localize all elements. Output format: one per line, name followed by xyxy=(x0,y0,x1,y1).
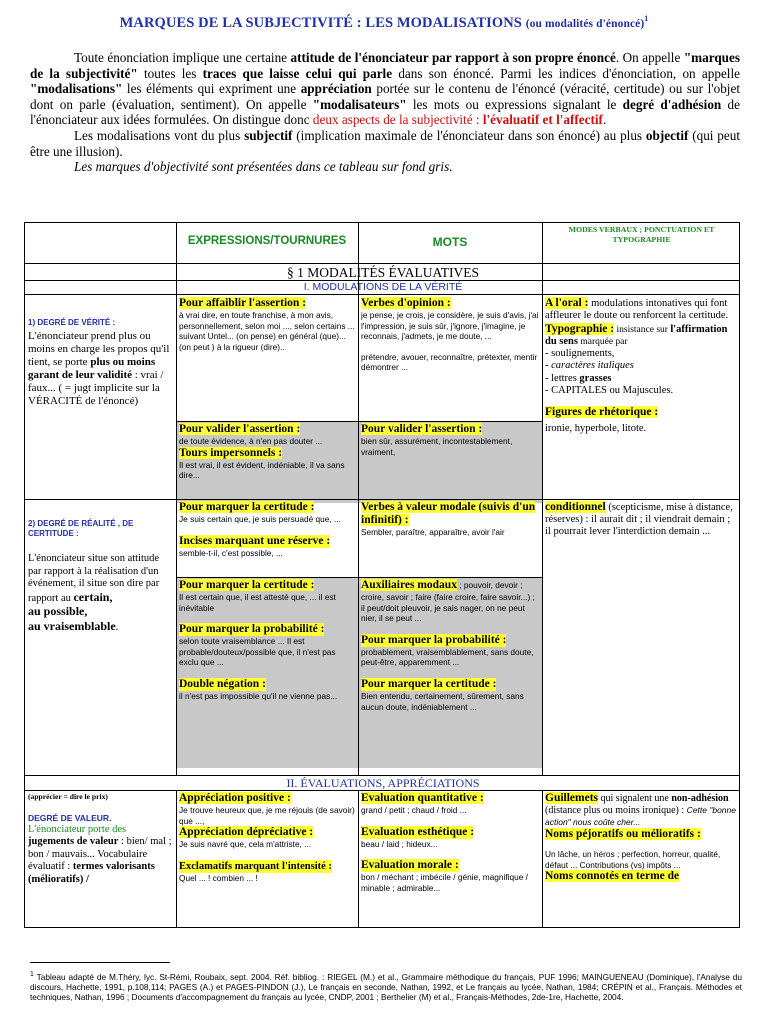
row2-col1 xyxy=(25,503,176,768)
vline-3b xyxy=(542,790,543,928)
row3-col2 xyxy=(176,790,358,928)
intro-run: traces que laisse celui qui parle xyxy=(202,65,393,81)
degre-verite-a: L'énonciateur prend plus ou moins en charge les propos qu'il tient, se porte xyxy=(28,329,170,368)
figures-heading: Figures de rhétorique : xyxy=(545,406,659,419)
degre-realite-title: 2) DEGRÉ DE RÉALITÉ , DE CERTITUDE : xyxy=(28,519,134,538)
eval-quantitative-text: grand / petit ; chaud / froid ... xyxy=(361,805,467,815)
valeur-text-d: termes valorisants (mélioratifs) / xyxy=(28,861,155,885)
hline-row2-split xyxy=(176,577,542,578)
intro-paragraph-2 xyxy=(30,128,740,159)
oral-block xyxy=(545,297,738,323)
degre-valeur-body xyxy=(28,824,173,887)
pour-affaiblir-text: à vrai dire, en toute franchise, à mon avis, personnellement, selon moi ..., selon certains ... suivant Untel... (on pense) en général (que)... (on peut ) à la rigueur (dire).. xyxy=(179,310,355,352)
intro-run: Toute énonciation implique une certaine xyxy=(74,50,291,65)
hline-header xyxy=(25,263,740,264)
hline-row1-split xyxy=(176,421,542,422)
intro-run: subjectif xyxy=(244,127,293,143)
probabilite-text: selon toute vraisemblance ... Il est probable/douteux/possible que, il n'est pas exclu que ... xyxy=(179,636,336,668)
row1-col2-bottom xyxy=(176,421,358,503)
guillemets-c: (distance plus ou moins ironique) : xyxy=(545,805,687,816)
intro-run: deux aspects de la subjectivité : xyxy=(312,112,483,128)
eval-morale-heading: Evaluation morale : xyxy=(361,859,459,872)
valider-mots-heading: Pour valider l'assertion : xyxy=(361,423,483,435)
section-modalites-evaluatives: § 1 MODALITÉS ÉVALUATIVES xyxy=(286,265,480,280)
row2-col4 xyxy=(542,499,740,769)
hline-row2-end xyxy=(25,775,740,776)
intro-run: (qui peut être une illusion). xyxy=(30,127,741,159)
row3-col3 xyxy=(358,790,542,928)
guillemets-a: qui signalent une xyxy=(598,793,672,804)
row2-col3-bottom xyxy=(358,577,542,768)
degre-certain: certain, xyxy=(73,589,113,604)
guillemets-block xyxy=(545,792,738,828)
verbes-opinion-text: je pense, je crois, je considère, je suis d'avis, j'ai l'impression, je suis sûr, j'ignore, j'imagine, je reconnais, j'admets, je me doute, ... xyxy=(361,310,539,342)
vline-1b xyxy=(176,790,177,928)
row2-col2-top xyxy=(176,499,358,577)
modalisations-table xyxy=(24,222,740,928)
row1-col4 xyxy=(542,295,740,503)
degre-valeur-title: DEGRÉ DE VALEUR. xyxy=(28,813,112,823)
figures-text: ironie, hyperbole, litote. xyxy=(545,422,647,434)
incises-heading: Incises marquant une réserve : xyxy=(179,534,331,547)
oral-text: modulations intonatives qui font affleurer le doute ou renforcent la certitude. xyxy=(545,298,729,322)
footnote-number: 1 xyxy=(30,971,34,978)
tours-impersonnels-text: Il est vrai, il est évident, indéniable, il va sans dire... xyxy=(179,459,345,481)
vline-2b xyxy=(358,790,359,928)
intro-run: . On appelle xyxy=(615,50,684,65)
guillemets-heading: Guillemets xyxy=(545,792,599,804)
intro-run: appréciation xyxy=(300,81,372,97)
typo-list-3b: grasses xyxy=(579,372,612,384)
intro-run: portée sur le contenu de l'énoncé (véracité, certitude) ou sur l'objet dont on parle (évaluation, sentiment). On appelle xyxy=(30,81,740,112)
eval-esthetique-text: beau / laid ; hideux... xyxy=(361,838,438,849)
page-title xyxy=(0,14,768,32)
intro-paragraph-1 xyxy=(30,50,740,128)
degre-vraisemblable: au vraisemblable xyxy=(28,618,116,633)
intro-run: attitude de l'énonciateur par rapport à son propre énoncé xyxy=(290,50,616,65)
degre-possible: au possible, xyxy=(28,604,88,619)
intro-run: Les modalisations vont du plus xyxy=(74,127,245,143)
typo-list-2: - caractères italiques xyxy=(545,360,634,372)
typo-list-4: - CAPITALES ou Majuscules. xyxy=(545,385,674,397)
intro-run: objectif xyxy=(645,127,689,143)
valeur-text-b: jugements de valeur xyxy=(28,836,119,848)
guillemets-b: non-adhésion xyxy=(671,793,729,804)
title-paren: (ou modalités d'énoncé) xyxy=(525,17,645,30)
appreciation-positive-heading: Appréciation positive : xyxy=(179,792,291,804)
subsection-verite: I. MODULATIONS DE LA VÉRITÉ xyxy=(303,281,463,293)
guillemets-example: Cette "bonne action" nous coûte cher... xyxy=(545,805,736,827)
intro-run: (implication maximale de l'énonciateur dans son énoncé) au plus xyxy=(292,127,646,143)
intro-run: toutes les xyxy=(137,65,203,81)
auxiliaires-block xyxy=(361,579,539,624)
probabilite-mots-heading: Pour marquer la probabilité : xyxy=(361,633,507,646)
conditionnel-heading: conditionnel xyxy=(545,501,606,513)
title-footnote-ref: 1 xyxy=(644,14,649,23)
eval-quantitative-heading: Evaluation quantitative : xyxy=(361,792,484,804)
appreciation-positive-text: Je trouve heureux que, je me réjouis (de savoir) que ..., xyxy=(179,805,355,826)
double-negation-text: il n'est pas impossible qu'il ne vienne pas... xyxy=(179,690,338,701)
intro-run: "modalisations" xyxy=(30,81,123,97)
typo-list-3 xyxy=(545,373,738,385)
intro-italic-note: Les marques d'objectivité sont présentées dans ce tableau sur fond gris. xyxy=(74,159,453,175)
intro-run: degré d'adhésion xyxy=(622,96,722,112)
appreciation-depreciative-text: Je suis navré que, cela m'attriste, ... xyxy=(179,839,312,850)
typo-text-c: marquée par xyxy=(577,336,628,347)
subsection-evaluations: II. ÉVALUATIONS, APPRÉCIATIONS xyxy=(286,776,480,790)
row1-col3-top xyxy=(358,295,542,421)
degre-verite-b: plus ou moins garant de leur validité xyxy=(28,355,156,381)
typo-text-a: insistance sur xyxy=(614,324,671,335)
eval-morale-text: bon / méchant ; imbécile / génie, magnifique / minable ; admirable... xyxy=(361,872,528,893)
certitude-heading: Pour marquer la certitude : xyxy=(179,501,315,513)
verbes-modale-heading: Verbes à valeur modale (suivis d'un infinitif) : xyxy=(361,501,536,526)
typo-list-3a: - lettres xyxy=(545,372,580,384)
eval-esthetique-heading: Evaluation esthétique : xyxy=(361,825,475,838)
intro-run: l'évaluatif et l'affectif xyxy=(482,112,603,128)
apprecier-note: (apprécier = dire le prix) xyxy=(28,792,108,801)
intro-run: "marques de la subjectivité" xyxy=(30,50,740,81)
hline-sub2 xyxy=(25,790,740,791)
row1-col3-bottom xyxy=(358,421,542,503)
degre-verite-title: 1) DEGRÉ DE VÉRITÉ : xyxy=(28,318,116,327)
certitude2-text: Il est certain que, il est attesté que, ... il est inévitable xyxy=(179,592,336,613)
certitude2-heading: Pour marquer la certitude : xyxy=(179,579,315,591)
typographie-heading: Typographie : xyxy=(545,322,615,335)
tours-impersonnels-heading: Tours impersonnels : xyxy=(179,446,283,459)
certitude-mots-heading: Pour marquer la certitude : xyxy=(361,677,497,690)
typographie-block xyxy=(545,323,738,349)
typo-list-1: - soulignements, xyxy=(545,348,615,360)
degre-realite-body xyxy=(28,553,173,635)
footnote-text: Tableau adapté de M.Théry, lyc. St-Rémi, Roubaix, sept. 2004. Réf. bibliog. : RIEGEL (M.) et al., Grammaire méthodique du français, PUF 1996; MAINGUENEAU (Dominique), l'Analyse du discours, Hachette, 1991, p.108,114; PAGES (A.) et PAGES-PINDON (J.), Le français en seconde, Nathan, 1992, et Le français au lycée, Nathan, 1984; CRÉPIN et al., Français. Méthodes et techniques, Nathan, 1996 ; Documents d'accompagnement du français au lycée, CNDP, 2001 ; Berthelier (M) et al., Français-Méthodes, 2de-1re, Hachette, 2004. xyxy=(30,971,742,1003)
degre-realite-text: L'énonciateur situe son attitude par rapport à la réalisation d'un événement, il situe son dire par rapport au xyxy=(28,553,160,604)
footnote-rule xyxy=(30,962,170,963)
noms-pejoratifs-heading: Noms péjoratifs ou mélioratifs : xyxy=(545,828,701,840)
pour-affaiblir-heading: Pour affaiblir l'assertion : xyxy=(179,297,307,309)
conditionnel-text: (scepticisme, mise à distance, réserves) : il aurait dit ; il viendrait demain ; il pourrait lever l'interdiction demain ... xyxy=(545,502,733,538)
hline-row1-end xyxy=(25,499,740,500)
row2-col3-top xyxy=(358,499,542,577)
intro-text xyxy=(30,50,740,175)
noms-connotes-heading: Noms connotés en terme de xyxy=(545,870,680,883)
probabilite-mots-text: probablement, vraisemblablement, sans doute, peut-être, apparemment ... xyxy=(361,646,534,668)
row3-col4 xyxy=(542,790,740,928)
footnote xyxy=(30,970,742,1002)
appreciation-depreciative-heading: Appréciation dépréciative : xyxy=(179,826,314,839)
probabilite-heading: Pour marquer la probabilité : xyxy=(179,623,325,636)
row1-col1 xyxy=(25,295,176,499)
pour-valider-text: de toute évidence, à n'en pas douter ... xyxy=(179,436,323,446)
row1-col2-top xyxy=(176,295,358,421)
valeur-text-c: : bien/ mal ; bon / mauvais... Vocabulaire évaluatif : xyxy=(28,836,172,873)
oral-heading: A l'oral : xyxy=(545,297,589,309)
degre-verite-c: : vrai / faux... ( = jugt implicite sur la VÉRACITÉ de l'énoncé) xyxy=(28,368,164,407)
header-modes: MODES VERBAUX ; PONCTUATION ET TYPOGRAPHIE xyxy=(568,225,715,244)
certitude-text: Je suis certain que, je suis persuadé que, ... xyxy=(179,514,341,524)
verbes-opinion-text-2: prétendre, avouer, reconnaître, prétexter, mentir démontrer ... xyxy=(361,351,538,373)
intro-run: . xyxy=(602,112,607,128)
hline-sub1 xyxy=(25,294,740,295)
auxiliaires-heading: Auxiliaires modaux xyxy=(361,579,457,591)
incises-text: semble-t-il, c'est possible, ... xyxy=(179,547,283,558)
row2-col2-bottom xyxy=(176,577,358,768)
intro-run: les éléments qui expriment une xyxy=(122,81,301,97)
auxiliaires-text: ; pouvoir, devoir ; croire, savoir ; faire (faire croire, faire savoir...) ; il peut/doit pleuvoir, je sais nager, on ne peut nier, il se peut ... xyxy=(361,580,535,624)
valeur-text-a: L'énonciateur porte des xyxy=(28,823,127,835)
hline-section xyxy=(25,280,740,281)
intro-run: les mots ou expressions signalant le xyxy=(406,96,623,112)
pour-valider-heading: Pour valider l'assertion : xyxy=(179,423,301,435)
row3-col1 xyxy=(25,790,176,928)
title-main: MARQUES DE LA SUBJECTIVITÉ : LES MODALISATIONS xyxy=(119,14,522,31)
exclamatifs-heading: Exclamatifs marquant l'intensité : xyxy=(179,860,332,872)
degre-verite-body xyxy=(28,330,173,408)
header-expressions: EXPRESSIONS/TOURNURES xyxy=(187,235,347,247)
typo-text-b: l'affirmation du sens xyxy=(545,323,728,347)
exclamatifs-text: Quel ... ! combien ... ! xyxy=(179,872,258,883)
degre-end: . xyxy=(115,621,119,633)
intro-run: de l'énonciateur aux idées formulées. On distingue donc xyxy=(30,96,740,128)
double-negation-heading: Double négation : xyxy=(179,677,266,690)
noms-pejoratifs-text: Un lâche, un héros ; perfection, horreur, qualité, défaut ... Contributions (vs) impôts ... xyxy=(545,849,721,870)
intro-paragraph-3 xyxy=(30,159,740,175)
intro-run: dans son énoncé. Parmi les indices d'énonciation, on appelle xyxy=(392,65,740,81)
intro-run: "modalisateurs" xyxy=(312,96,407,112)
valider-mots-text: bien sûr, assurément, incontestablement, vraiment, xyxy=(361,436,513,457)
verbes-modale-text: Sembler, paraître, apparaître, avoir l'air xyxy=(361,527,505,537)
header-mots: MOTS xyxy=(432,235,468,249)
certitude-mots-text: Bien entendu, certainement, sûrement, sans aucun doute, indéniablement ... xyxy=(361,690,524,712)
verbes-opinion-heading: Verbes d'opinion : xyxy=(361,297,451,309)
